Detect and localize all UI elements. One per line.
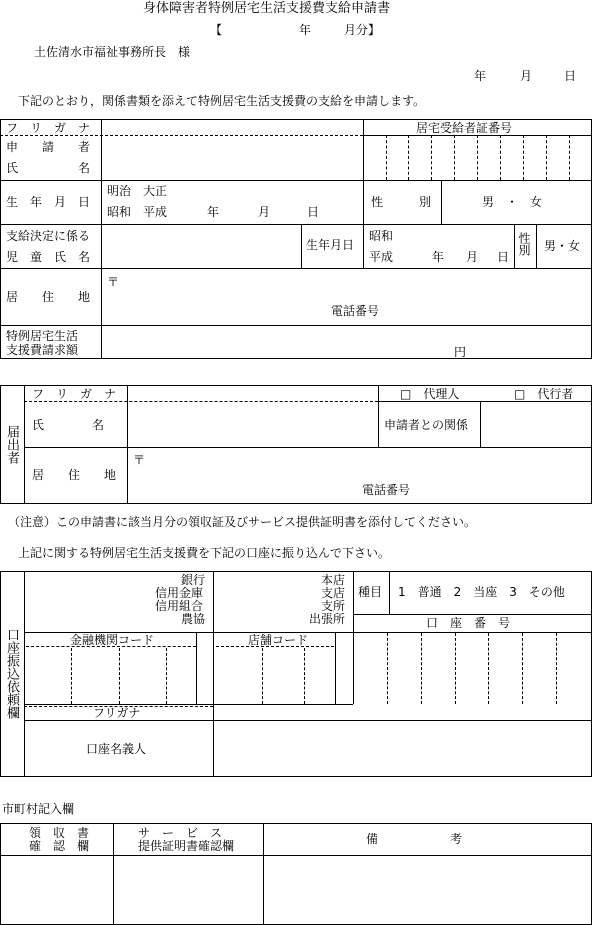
inst-type-nokyo: 農協 bbox=[181, 612, 206, 626]
inst-type-shinkin: 信用金庫 bbox=[155, 586, 204, 600]
reporter-postal-mark: 〒 bbox=[133, 453, 146, 467]
cert-number-field[interactable] bbox=[364, 136, 591, 179]
claim-amount-field[interactable] bbox=[102, 326, 591, 358]
applicant-name-label-1: 申 請 者 bbox=[6, 140, 91, 154]
relation-field[interactable] bbox=[481, 402, 591, 446]
birthdate-label: 生 年 月 日 bbox=[6, 195, 91, 209]
reporter-name-label: 氏 名 bbox=[32, 418, 105, 432]
account-type-label: 種目 bbox=[358, 585, 383, 599]
branch-name-field[interactable] bbox=[215, 573, 305, 631]
receipt-label-2: 確 認 欄 bbox=[29, 839, 90, 853]
postal-mark: 〒 bbox=[107, 275, 120, 289]
intro-text: 下記のとおり，関係書類を添えて特例居宅生活支援費の支給を申請します。 bbox=[18, 94, 426, 108]
form-title: 身体障害者特例居宅生活支援費支給申請書 bbox=[143, 1, 391, 16]
birth-year: 年 bbox=[207, 205, 220, 219]
bank-side-label: 口座振込依頼欄 bbox=[4, 628, 19, 719]
cert-number-label: 居宅受給者証番号 bbox=[416, 121, 513, 135]
birth-month: 月 bbox=[258, 205, 271, 219]
claim-label-1: 特例居宅生活 bbox=[6, 329, 79, 343]
branch-code-label: 店舗コード bbox=[248, 633, 309, 647]
receipt-check-field[interactable] bbox=[1, 856, 112, 924]
remarks-label: 備 考 bbox=[366, 832, 463, 846]
holder-furigana-label: フリガナ bbox=[93, 706, 141, 720]
applicant-furigana-field[interactable] bbox=[102, 120, 362, 135]
holder-furigana-field[interactable] bbox=[214, 705, 591, 720]
birth-era-line2: 昭和 平成 bbox=[107, 205, 168, 219]
reporter-side-label: 届出者 bbox=[4, 425, 19, 464]
service-label-1: サ ー ビ ス bbox=[138, 826, 223, 840]
reporter-address-field[interactable] bbox=[128, 448, 591, 503]
account-number-field[interactable] bbox=[354, 633, 591, 704]
inst-type-kumiai: 信用組合 bbox=[155, 599, 204, 613]
applicant-furigana-label: フ リ ガ ナ bbox=[6, 121, 91, 135]
claim-label-2: 支援費請求額 bbox=[6, 343, 79, 357]
child-sex-label: 性別 bbox=[517, 232, 531, 256]
account-type-options[interactable]: 1 普通 2 当座 3 その他 bbox=[398, 585, 565, 599]
branch-type-main: 本店 bbox=[321, 573, 346, 587]
address-label: 居 住 地 bbox=[6, 290, 91, 304]
period-open: 【 bbox=[210, 23, 223, 37]
date-day: 日 bbox=[564, 69, 577, 83]
branch-type-branch: 支店 bbox=[321, 586, 346, 600]
date-month: 月 bbox=[520, 69, 533, 83]
inst-type-bank: 銀行 bbox=[181, 573, 206, 587]
branch-type-sub: 出張所 bbox=[309, 612, 346, 626]
birth-day: 日 bbox=[307, 205, 320, 219]
sex-options[interactable]: 男 ・ 女 bbox=[482, 195, 543, 209]
relation-label: 申請者との関係 bbox=[384, 418, 469, 432]
child-sex-options[interactable]: 男・女 bbox=[544, 239, 581, 253]
service-label-2: 提供証明書確認欄 bbox=[138, 839, 235, 853]
reporter-phone-label: 電話番号 bbox=[362, 483, 411, 497]
account-holder-label: 口座名義人 bbox=[86, 742, 147, 756]
branch-code-field[interactable] bbox=[216, 648, 335, 704]
child-era-2: 平成 bbox=[369, 250, 394, 264]
child-name-field[interactable] bbox=[102, 225, 300, 267]
applicant-name-field[interactable] bbox=[102, 136, 362, 179]
remarks-field[interactable] bbox=[264, 856, 591, 924]
birth-era-line1: 明治 大正 bbox=[107, 184, 168, 198]
child-name-label-1: 支給決定に係る bbox=[6, 229, 91, 243]
child-birth-label: 生年月日 bbox=[306, 238, 355, 252]
account-number-label: 口 座 番 号 bbox=[426, 616, 511, 630]
inst-code-field[interactable] bbox=[26, 648, 196, 704]
period-month: 月分】 bbox=[344, 23, 381, 37]
proxy-checkbox[interactable]: □ 代理人 bbox=[400, 387, 460, 401]
municipal-heading: 市町村記入欄 bbox=[2, 802, 75, 816]
addressee: 土佐清水市福祉事務所長 様 bbox=[34, 45, 191, 59]
reporter-name-field[interactable] bbox=[128, 402, 377, 446]
reporter-address-label: 居 住 地 bbox=[32, 468, 117, 482]
child-birth-month: 月 bbox=[466, 250, 479, 264]
reporter-furigana-label: フ リ ガ ナ bbox=[32, 387, 117, 401]
applicant-name-label-2: 氏 名 bbox=[6, 161, 91, 175]
account-holder-field[interactable] bbox=[214, 721, 591, 776]
child-birth-day: 日 bbox=[497, 250, 510, 264]
transfer-note: 上記に関する特例居宅生活支援費を下記の口座に振り込んで下さい。 bbox=[18, 546, 391, 560]
phone-label: 電話番号 bbox=[331, 304, 380, 318]
inst-code-label: 金融機関コード bbox=[70, 633, 155, 647]
date-year: 年 bbox=[474, 69, 487, 83]
sex-label: 性 別 bbox=[371, 195, 432, 209]
inst-name-field[interactable] bbox=[26, 573, 146, 631]
child-name-label-2: 児 童 氏 名 bbox=[6, 250, 91, 264]
receipt-label-1: 領 収 書 bbox=[29, 826, 90, 840]
service-check-field[interactable] bbox=[114, 856, 262, 924]
child-era-1: 昭和 bbox=[369, 229, 394, 243]
child-birth-year: 年 bbox=[432, 250, 445, 264]
reporter-furigana-field[interactable] bbox=[128, 386, 377, 401]
yen-unit: 円 bbox=[454, 345, 467, 359]
agent-checkbox[interactable]: □ 代行者 bbox=[514, 387, 574, 401]
period-year: 年 bbox=[299, 23, 312, 37]
attention-note: （注意）この申請書に該当月分の領収証及びサービス提供証明書を添付してください。 bbox=[8, 515, 477, 529]
branch-type-office: 支所 bbox=[321, 599, 346, 613]
